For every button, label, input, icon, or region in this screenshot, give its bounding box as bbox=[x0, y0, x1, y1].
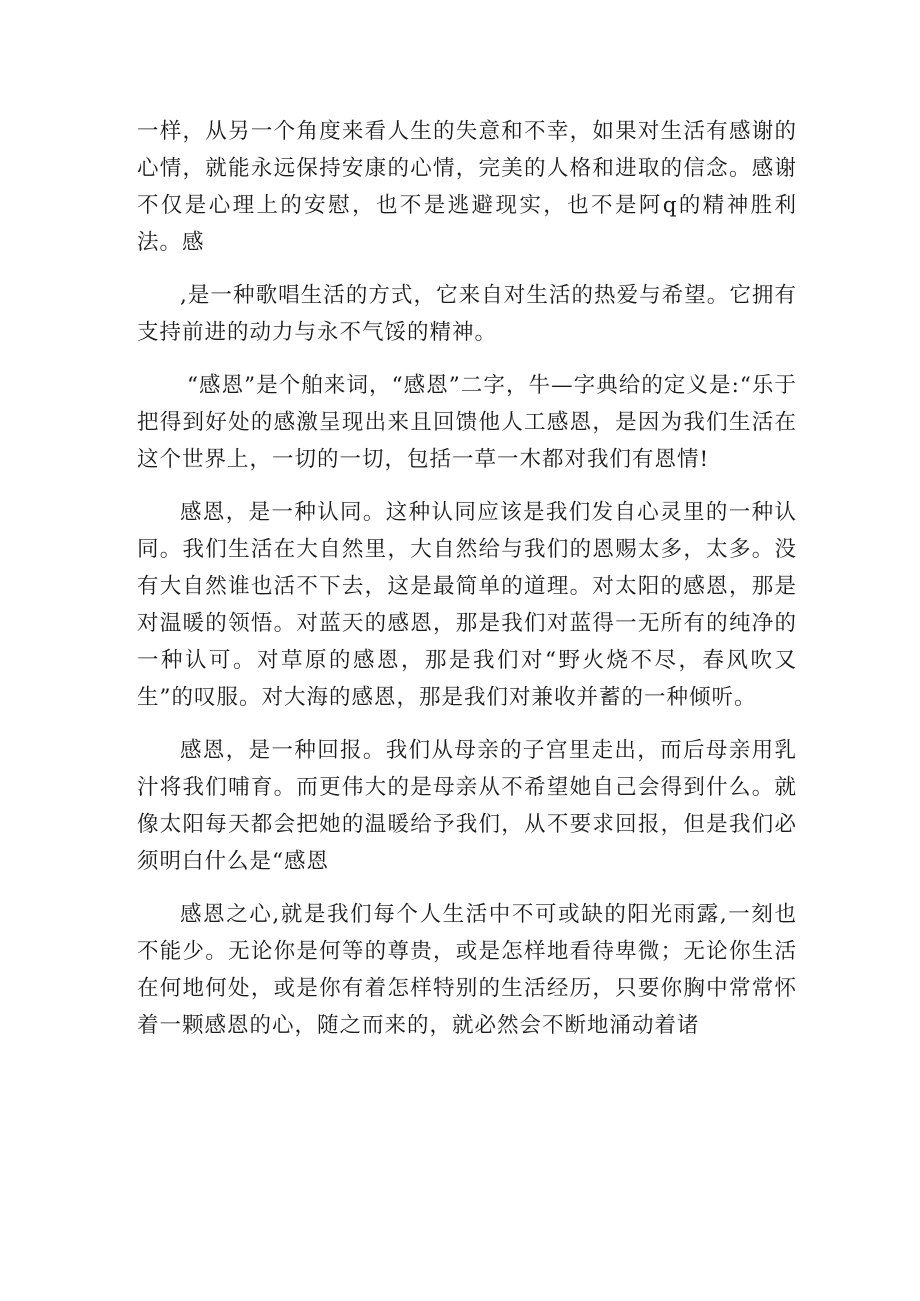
paragraph-6: 感恩之心,就是我们每个人生活中不可或缺的阳光雨露,一刻也不能少。无论你是何等的尊贵，或是怎样地看待卑微；无论你生活在何地何处，或是你有着怎样特别的生活经历，只要你胸中常常怀着一颗感恩的心，随之而来的，就必然会不断地涌动着诸 bbox=[137, 902, 797, 1038]
paragraph-3: “感恩”是个舶来词，“感恩”二字，牛—字典给的定义是:“乐于把得到好处的感激呈现出来且回馈他人工感恩，是因为我们生活在这个世界上，一切的一切，包括一草一木都对我们有恩情! bbox=[137, 373, 797, 472]
paragraph-4: 感恩，是一种认同。这种认同应该是我们发自心灵里的一种认同。我们生活在大自然里，大自然给与我们的恩赐太多，太多。没有大自然谁也活不下去，这是最简单的道理。对太阳的感恩，那是对温暖的领悟。对蓝天的感恩，那是我们对蓝得一无所有的纯净的一种认可。对草原的感恩，那是我们对“野火烧不尽，春风吹又生”的叹服。对大海的感恩，那是我们对兼收并蓄的一种倾听。 bbox=[137, 500, 797, 710]
paragraph-2: ,是一种歌唱生活的方式，它来自对生活的热爱与希望。它拥有支持前进的动力与永不气馁的精神。 bbox=[137, 283, 797, 345]
paragraph-1: 一样，从另一个角度来看人生的失意和不幸，如果对生活有感谢的心情，就能永远保持安康的心情，完美的人格和进取的信念。感谢不仅是心理上的安慰，也不是逃避现实，也不是阿q的精神胜利法。感 bbox=[137, 119, 797, 255]
paragraph-5: 感恩，是一种回报。我们从母亲的子宫里走出，而后母亲用乳汁将我们哺育。而更伟大的是母亲从不希望她自己会得到什么。就像太阳每天都会把她的温暖给予我们，从不要求回报，但是我们必须明白什么是“感恩 bbox=[137, 738, 797, 874]
document-body bbox=[137, 113, 797, 1060]
